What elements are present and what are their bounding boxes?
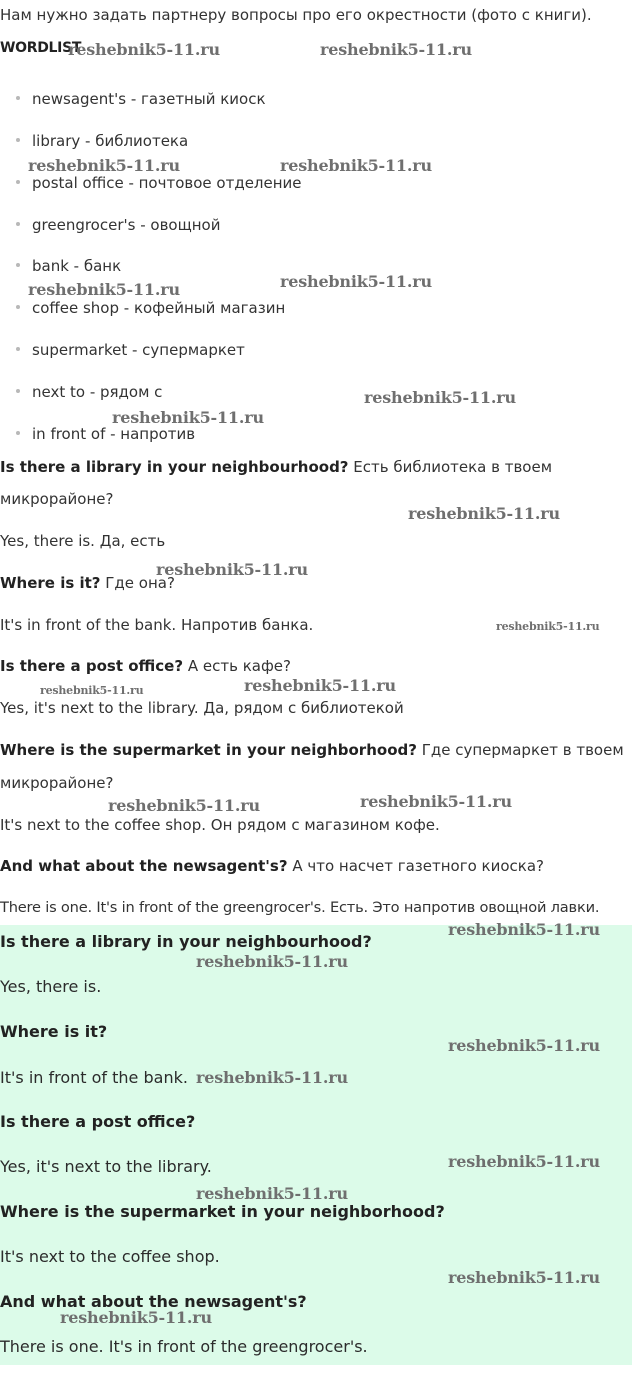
answer-question: Is there a post office? <box>0 1112 196 1131</box>
bullet-icon <box>16 138 20 142</box>
watermark: reshebnik5-11.ru <box>244 676 396 695</box>
dialogue-line: Is there a post office? А есть кафе? <box>0 657 291 675</box>
answer-question: Where is the supermarket in your neighborhood? <box>0 1202 445 1221</box>
bullet-icon <box>16 347 20 351</box>
list-item: supermarket - супермаркет <box>16 341 245 359</box>
watermark: reshebnik5-11.ru <box>156 560 308 579</box>
watermark: reshebnik5-11.ru <box>28 156 180 175</box>
watermark: reshebnik5-11.ru <box>448 1036 600 1055</box>
list-item: greengrocer's - овощной <box>16 216 220 234</box>
answer-reply: There is one. It's in front of the greengrocer's. <box>0 1337 368 1356</box>
list-item: newsagent's - газетный киоск <box>16 90 266 108</box>
watermark: reshebnik5-11.ru <box>280 156 432 175</box>
list-item: next to - рядом с <box>16 383 162 401</box>
dialogue-line: Yes, it's next to the library. Да, рядом с библиотекой <box>0 699 404 717</box>
dialogue-line: Is there a library in your neighbourhood? Есть библиотека в твоем <box>0 458 553 476</box>
dialogue-line: микрорайоне? <box>0 774 114 792</box>
dialogue-line: It's next to the coffee shop. Он рядом с магазином кофе. <box>0 816 440 834</box>
list-item: bank - банк <box>16 257 121 275</box>
bullet-icon <box>16 431 20 435</box>
answer-reply: Yes, it's next to the library. <box>0 1157 212 1176</box>
bullet-icon <box>16 222 20 226</box>
watermark: reshebnik5-11.ru <box>448 1152 600 1171</box>
list-item: in front of - напротив <box>16 425 195 443</box>
list-item: coffee shop - кофейный магазин <box>16 299 285 317</box>
dialogue-line: Where is the supermarket in your neighborhood? Где супермаркет в твоем <box>0 741 624 759</box>
watermark: reshebnik5-11.ru <box>496 620 600 633</box>
answer-question: Is there a library in your neighbourhood? <box>0 932 372 951</box>
bullet-icon <box>16 180 20 184</box>
watermark: reshebnik5-11.ru <box>108 796 260 815</box>
answer-question: Where is it? <box>0 1022 108 1041</box>
dialogue-line: There is one. It's in front of the greengrocer's. Есть. Это напротив овощной лавки. <box>0 899 600 916</box>
list-item: library - библиотека <box>16 132 188 150</box>
watermark: reshebnik5-11.ru <box>280 272 432 291</box>
watermark: reshebnik5-11.ru <box>68 40 220 59</box>
watermark: reshebnik5-11.ru <box>40 684 144 697</box>
watermark: reshebnik5-11.ru <box>28 280 180 299</box>
watermark: reshebnik5-11.ru <box>196 1068 348 1087</box>
bullet-icon <box>16 96 20 100</box>
answer-reply: It's next to the coffee shop. <box>0 1247 220 1266</box>
list-item: postal office - почтовое отделение <box>16 174 302 192</box>
dialogue-line: микрорайоне? <box>0 490 114 508</box>
answer-reply: It's in front of the bank. <box>0 1068 188 1087</box>
wordlist-title: WORDLIST <box>0 40 82 56</box>
watermark: reshebnik5-11.ru <box>360 792 512 811</box>
answer-question: And what about the newsagent's? <box>0 1292 307 1311</box>
bullet-icon <box>16 263 20 267</box>
intro-text: Нам нужно задать партнеру вопросы про его окрестности (фото с книги). <box>0 6 592 24</box>
dialogue-line: It's in front of the bank. Напротив банка. <box>0 616 314 634</box>
watermark: reshebnik5-11.ru <box>196 952 348 971</box>
dialogue-line: And what about the newsagent's? А что насчет газетного киоска? <box>0 857 545 875</box>
watermark: reshebnik5-11.ru <box>408 504 560 523</box>
watermark: reshebnik5-11.ru <box>448 1268 600 1287</box>
dialogue-line: Where is it? Где она? <box>0 574 175 592</box>
watermark: reshebnik5-11.ru <box>60 1308 212 1327</box>
watermark: reshebnik5-11.ru <box>320 40 472 59</box>
answer-reply: Yes, there is. <box>0 977 102 996</box>
watermark: reshebnik5-11.ru <box>112 408 264 427</box>
watermark: reshebnik5-11.ru <box>448 920 600 939</box>
bullet-icon <box>16 389 20 393</box>
dialogue-line: Yes, there is. Да, есть <box>0 532 166 550</box>
watermark: reshebnik5-11.ru <box>196 1184 348 1203</box>
bullet-icon <box>16 305 20 309</box>
watermark: reshebnik5-11.ru <box>364 388 516 407</box>
